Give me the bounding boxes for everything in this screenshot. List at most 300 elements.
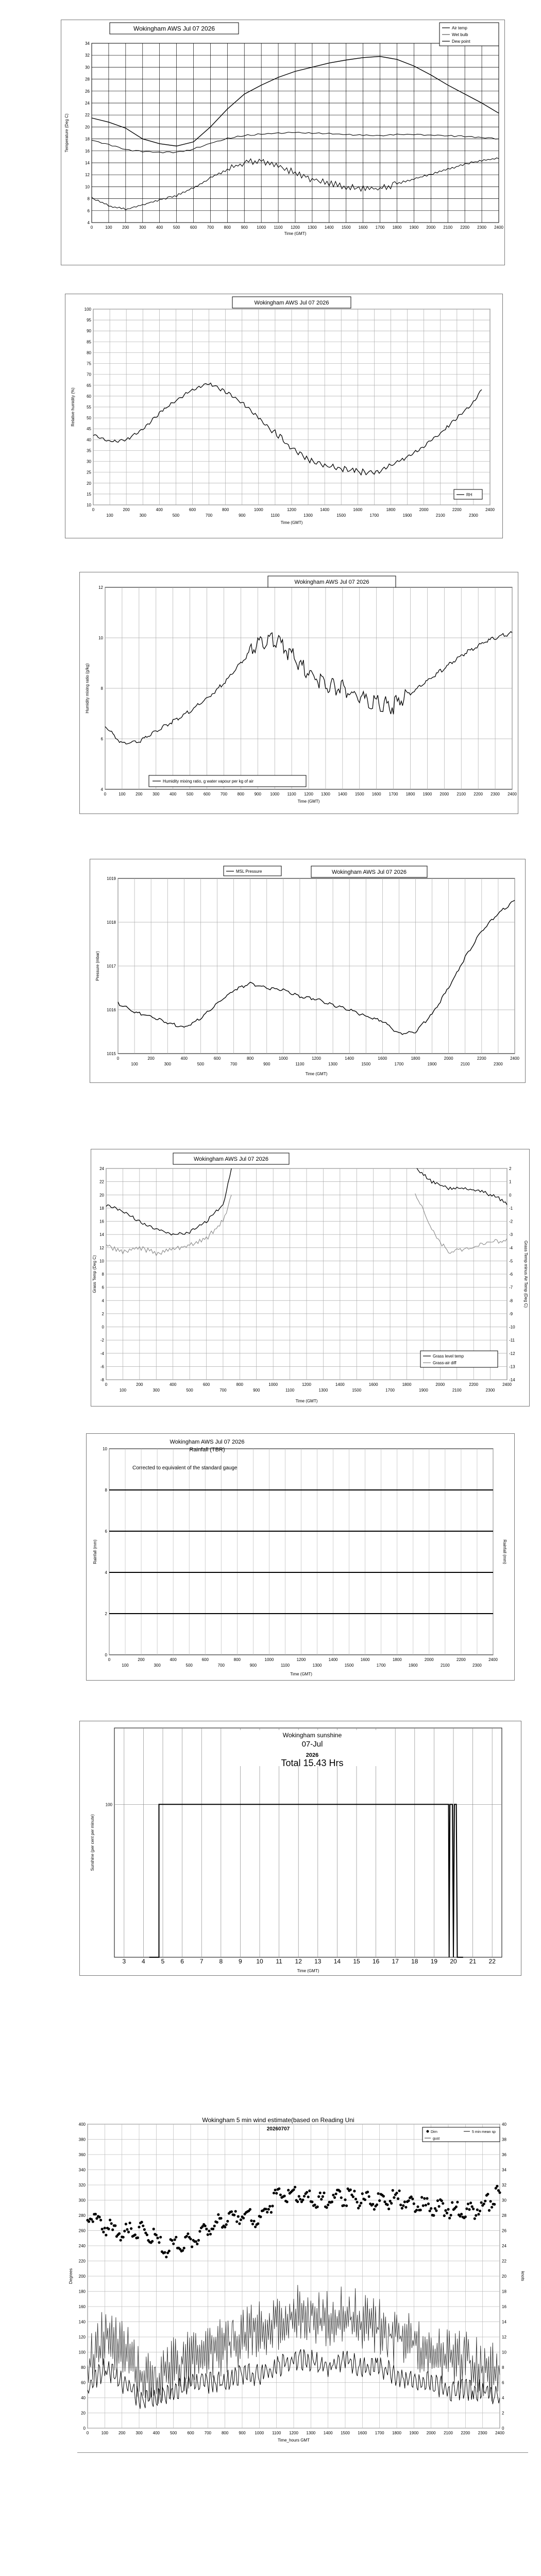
scatter-point-direction bbox=[411, 2198, 414, 2200]
x-tick-label: 12 bbox=[295, 1958, 302, 1965]
legend-label: RH bbox=[466, 493, 472, 497]
chart-annotation: Corrected to equivalent of the standard gauge bbox=[132, 1465, 238, 1471]
scatter-point-direction bbox=[322, 2195, 324, 2198]
scatter-point-direction bbox=[104, 2227, 106, 2229]
chart-humidity bbox=[65, 294, 503, 538]
scatter-point-direction bbox=[364, 2198, 366, 2201]
scatter-point-direction bbox=[191, 2245, 193, 2248]
x-tick-label: 21 bbox=[469, 1958, 477, 1965]
chart-title: Wokingham AWS Jul 07 2026 bbox=[170, 1439, 245, 1445]
x-tick-label: 900 bbox=[241, 225, 248, 230]
y-right-axis-label: Rainfall (mm) bbox=[502, 1539, 507, 1564]
x-tick-label: 500 bbox=[197, 1062, 205, 1066]
x-tick-label: 13 bbox=[314, 1958, 322, 1965]
x-tick-label: 1700 bbox=[385, 1388, 395, 1393]
y-tick-label: 8 bbox=[87, 196, 90, 201]
y-tick-label: 40 bbox=[87, 437, 91, 443]
scatter-point-direction bbox=[335, 2193, 337, 2195]
scatter-point-direction bbox=[319, 2192, 322, 2194]
scatter-point-direction bbox=[359, 2205, 361, 2207]
bottom-rule bbox=[77, 2452, 528, 2453]
scatter-point-direction bbox=[134, 2233, 137, 2236]
y-tick-label: 20 bbox=[87, 481, 91, 486]
scatter-point-direction bbox=[456, 2201, 459, 2204]
x-tick-label: 2200 bbox=[477, 1056, 486, 1061]
scatter-point-direction bbox=[266, 2211, 268, 2213]
scatter-point-direction bbox=[98, 2216, 101, 2218]
y-tick-label: 6 bbox=[105, 1529, 107, 1534]
x-tick-label: 1500 bbox=[361, 1062, 371, 1066]
scatter-point-direction bbox=[287, 2189, 290, 2192]
scatter-point-direction bbox=[123, 2230, 126, 2232]
y-tick-label: -8 bbox=[100, 1378, 104, 1382]
y-right-tick-label: -10 bbox=[509, 1325, 515, 1330]
scatter-point-direction bbox=[491, 2206, 493, 2209]
y-tick-label: 160 bbox=[78, 2304, 86, 2309]
x-tick-label: 100 bbox=[119, 792, 126, 796]
y-tick-label: 14 bbox=[99, 1232, 104, 1238]
scatter-point-direction bbox=[460, 2213, 463, 2215]
x-tick-label: 2200 bbox=[474, 792, 483, 796]
scatter-point-direction bbox=[207, 2233, 209, 2236]
scatter-point-direction bbox=[352, 2195, 354, 2198]
scatter-point-direction bbox=[477, 2213, 480, 2215]
scatter-point-direction bbox=[92, 2221, 94, 2223]
scatter-point-direction bbox=[436, 2199, 439, 2202]
scatter-point-direction bbox=[371, 2203, 374, 2206]
x-tick-label: 400 bbox=[169, 792, 177, 796]
chart-mixing-ratio bbox=[79, 572, 518, 814]
x-tick-label: 8 bbox=[219, 1958, 223, 1965]
legend-label: MSL Pressure bbox=[236, 869, 262, 874]
scatter-point-direction bbox=[332, 2194, 334, 2196]
x-tick-label: 900 bbox=[263, 1062, 270, 1066]
x-tick-label: 3 bbox=[122, 1958, 126, 1965]
x-tick-label: 22 bbox=[488, 1958, 496, 1965]
y-tick-label: 10 bbox=[87, 503, 91, 507]
y-axis-label: Sunshine (per cent per minute) bbox=[90, 1814, 95, 1871]
scatter-point-direction bbox=[376, 2204, 378, 2206]
scatter-point-direction bbox=[386, 2204, 389, 2206]
y-tick-label: 25 bbox=[87, 470, 91, 475]
scatter-point-direction bbox=[354, 2198, 357, 2200]
x-tick-label: 300 bbox=[153, 792, 160, 796]
x-tick-label: 2000 bbox=[426, 2431, 436, 2435]
x-tick-label: 300 bbox=[136, 2431, 143, 2435]
x-tick-label: 0 bbox=[105, 1382, 108, 1387]
x-tick-label: 1000 bbox=[253, 507, 263, 512]
scatter-point-direction bbox=[157, 2236, 159, 2239]
scatter-point-direction bbox=[475, 2214, 477, 2217]
x-tick-label: 2000 bbox=[435, 1382, 445, 1387]
y-right-tick-label: -4 bbox=[509, 1245, 513, 1250]
scatter-point-direction bbox=[237, 2215, 240, 2218]
scatter-point-direction bbox=[447, 2208, 449, 2211]
y-tick-label: 40 bbox=[81, 2396, 86, 2400]
scatter-point-direction bbox=[345, 2205, 348, 2207]
y-right-tick-label: -6 bbox=[509, 1272, 513, 1277]
x-tick-label: 1000 bbox=[268, 1382, 278, 1387]
y-axis-label: Pressure (mbar) bbox=[95, 951, 100, 981]
x-tick-label: 1100 bbox=[295, 1062, 305, 1066]
y-tick-label: 1018 bbox=[107, 920, 116, 925]
x-tick-label: 2100 bbox=[457, 792, 466, 796]
x-axis-label: Time (GMT) bbox=[305, 1072, 328, 1076]
scatter-point-direction bbox=[402, 2205, 404, 2207]
scatter-point-direction bbox=[339, 2190, 341, 2193]
scatter-point-direction bbox=[204, 2225, 207, 2227]
scatter-point-direction bbox=[168, 2250, 171, 2252]
x-axis-label: Time (GMT) bbox=[297, 799, 320, 804]
y-tick-label: 18 bbox=[85, 137, 90, 142]
x-tick-label: 200 bbox=[138, 1657, 145, 1662]
y-tick-label: 85 bbox=[87, 340, 91, 345]
scatter-point-direction bbox=[390, 2202, 393, 2205]
scatter-point-direction bbox=[268, 2205, 271, 2208]
y-tick-label: 14 bbox=[85, 161, 90, 165]
y-right-tick-label: -2 bbox=[509, 1219, 513, 1224]
x-tick-label: 1000 bbox=[278, 1056, 288, 1061]
y-tick-label: 260 bbox=[78, 2228, 86, 2233]
x-tick-label: 1800 bbox=[386, 507, 396, 512]
scatter-point-direction bbox=[486, 2193, 489, 2195]
y-tick-label: 100 bbox=[78, 2350, 86, 2355]
y-right-tick-label: -7 bbox=[509, 1285, 513, 1290]
x-tick-label: 2100 bbox=[452, 1388, 462, 1393]
scatter-point-direction bbox=[432, 2214, 435, 2217]
y-tick-label: 120 bbox=[78, 2335, 86, 2340]
y-right-tick-label: 14 bbox=[502, 2319, 506, 2325]
x-tick-label: 100 bbox=[106, 513, 113, 518]
x-tick-label: 1200 bbox=[302, 1382, 311, 1387]
x-tick-label: 1200 bbox=[296, 1657, 306, 1662]
scatter-point-direction bbox=[423, 2197, 426, 2200]
y-tick-label: 10 bbox=[98, 636, 103, 640]
scatter-point-direction bbox=[189, 2238, 192, 2240]
y-tick-label: 34 bbox=[85, 41, 90, 46]
x-tick-label: 1200 bbox=[289, 2431, 298, 2435]
scatter-point-direction bbox=[181, 2249, 184, 2252]
y-right-axis-label: knots bbox=[520, 2271, 525, 2281]
x-tick-label: 1600 bbox=[378, 1056, 387, 1061]
y-tick-label: 30 bbox=[85, 65, 90, 70]
scatter-point-direction bbox=[333, 2196, 336, 2199]
scatter-point-direction bbox=[275, 2192, 278, 2195]
scatter-point-direction bbox=[219, 2217, 222, 2219]
y-tick-label: 20 bbox=[85, 125, 90, 130]
scatter-point-direction bbox=[126, 2228, 128, 2231]
y-tick-label: 20 bbox=[99, 1193, 104, 1198]
x-tick-label: 600 bbox=[213, 1056, 221, 1061]
scatter-point-direction bbox=[496, 2185, 498, 2188]
y-tick-label: 100 bbox=[84, 307, 91, 312]
scatter-point-direction bbox=[217, 2213, 219, 2216]
x-tick-label: 1300 bbox=[318, 1388, 328, 1393]
y-axis-label: Rainfall (mm) bbox=[93, 1539, 97, 1564]
chart-title: Wokingham AWS Jul 07 2026 bbox=[194, 1156, 268, 1162]
scatter-point-direction bbox=[299, 2198, 301, 2200]
scatter-point-direction bbox=[353, 2190, 356, 2192]
x-tick-label: 9 bbox=[239, 1958, 242, 1965]
x-tick-label: 1900 bbox=[409, 2431, 419, 2435]
x-tick-label: 800 bbox=[246, 1056, 254, 1061]
y-tick-label: 10 bbox=[99, 1259, 104, 1264]
scatter-point-direction bbox=[488, 2209, 491, 2212]
x-tick-label: 700 bbox=[220, 792, 228, 796]
y-right-tick-label: -1 bbox=[509, 1206, 513, 1211]
scatter-point-direction bbox=[301, 2198, 304, 2201]
y-right-tick-label: 16 bbox=[502, 2304, 506, 2309]
y-tick-label: 8 bbox=[102, 1272, 104, 1277]
y-right-axis-label: Grass Temp minus Air Temp (Deg C) bbox=[523, 1241, 528, 1308]
x-tick-label: 1400 bbox=[328, 1657, 338, 1662]
scatter-point-direction bbox=[469, 2201, 472, 2204]
scatter-point-direction bbox=[225, 2223, 228, 2226]
scatter-point-direction bbox=[404, 2206, 407, 2209]
scatter-point-direction bbox=[368, 2195, 370, 2198]
scatter-point-direction bbox=[327, 2204, 329, 2206]
chart-title: Wokingham sunshine bbox=[282, 1732, 342, 1739]
y-right-tick-label: 2 bbox=[509, 1166, 512, 1171]
y-right-tick-label: 10 bbox=[502, 2350, 506, 2355]
scatter-point-direction bbox=[395, 2192, 398, 2194]
x-axis-label: Time_hours GMT bbox=[278, 2438, 310, 2443]
scatter-point-direction bbox=[187, 2232, 189, 2235]
scatter-point-direction bbox=[387, 2208, 390, 2210]
scatter-point-direction bbox=[493, 2203, 496, 2206]
scatter-point-direction bbox=[197, 2239, 200, 2242]
chart-title: Wokingham AWS Jul 07 2026 bbox=[294, 579, 369, 585]
chart-title: Wokingham AWS Jul 07 2026 bbox=[254, 299, 329, 306]
scatter-point-direction bbox=[441, 2199, 443, 2202]
x-axis-label: Time (GMT) bbox=[295, 1399, 318, 1403]
y-tick-label: 2 bbox=[105, 1612, 107, 1616]
y-tick-label: 10 bbox=[103, 1447, 107, 1451]
scatter-point-direction bbox=[254, 2226, 257, 2228]
x-tick-label: 600 bbox=[189, 507, 196, 512]
scatter-point-direction bbox=[476, 2209, 479, 2211]
scatter-point-direction bbox=[416, 2206, 419, 2208]
scatter-point-direction bbox=[340, 2196, 343, 2199]
x-tick-label: 500 bbox=[185, 1663, 193, 1668]
y-tick-label: 75 bbox=[87, 361, 91, 366]
scatter-point-direction bbox=[326, 2206, 328, 2209]
x-tick-label: 800 bbox=[222, 507, 229, 512]
y-tick-label: 22 bbox=[85, 113, 90, 118]
x-tick-label: 400 bbox=[156, 507, 163, 512]
scatter-point-direction bbox=[498, 2191, 501, 2194]
x-axis-label: Time (GMT) bbox=[284, 231, 307, 236]
x-tick-label: 700 bbox=[205, 513, 213, 518]
y-tick-label: 55 bbox=[87, 405, 91, 410]
scatter-point-direction bbox=[138, 2226, 140, 2228]
x-tick-label: 2200 bbox=[461, 2431, 470, 2435]
scatter-point-direction bbox=[107, 2228, 110, 2230]
x-tick-label: 1200 bbox=[291, 225, 300, 230]
scatter-point-direction bbox=[213, 2225, 216, 2227]
scatter-point-direction bbox=[175, 2236, 177, 2239]
scatter-point-direction bbox=[233, 2214, 235, 2216]
y-tick-label: 360 bbox=[78, 2153, 86, 2157]
x-tick-label: 700 bbox=[204, 2431, 212, 2435]
scatter-point-direction bbox=[343, 2204, 345, 2207]
x-tick-label: 2400 bbox=[510, 1056, 519, 1061]
scatter-point-direction bbox=[267, 2208, 270, 2211]
y-right-tick-label: -12 bbox=[509, 1351, 515, 1356]
scatter-point-direction bbox=[137, 2236, 139, 2239]
x-tick-label: 18 bbox=[411, 1958, 418, 1965]
y-tick-label: 20 bbox=[81, 2411, 86, 2416]
y-tick-label: 28 bbox=[85, 77, 90, 82]
y-tick-label: 0 bbox=[105, 1653, 107, 1657]
scatter-point-direction bbox=[435, 2209, 437, 2212]
y-tick-label: 80 bbox=[81, 2365, 86, 2370]
chart-wind bbox=[67, 2110, 529, 2445]
legend-box bbox=[420, 1351, 498, 1367]
scatter-point-direction bbox=[205, 2228, 208, 2230]
y-tick-label: 180 bbox=[78, 2289, 86, 2294]
scatter-point-direction bbox=[430, 2207, 432, 2210]
scatter-point-direction bbox=[344, 2198, 346, 2201]
x-tick-label: 500 bbox=[186, 792, 194, 796]
y-tick-label: 32 bbox=[85, 53, 90, 58]
scatter-point-direction bbox=[127, 2231, 130, 2233]
chart-rainfall bbox=[86, 1433, 515, 1681]
x-tick-label: 1900 bbox=[422, 792, 432, 796]
scatter-point-direction bbox=[397, 2197, 399, 2200]
scatter-point-direction bbox=[249, 2208, 251, 2211]
legend-label: Humidity mixing ratio, g water vapour per kg of air bbox=[163, 779, 254, 784]
scatter-point-direction bbox=[472, 2208, 475, 2210]
y-tick-label: 22 bbox=[99, 1179, 104, 1184]
x-tick-label: 1700 bbox=[375, 225, 385, 230]
legend-label: Air temp bbox=[452, 26, 467, 30]
y-axis-label: Humidity mixing ratio (g/kg) bbox=[85, 663, 90, 714]
scatter-point-direction bbox=[125, 2223, 127, 2225]
scatter-point-direction bbox=[413, 2202, 415, 2205]
x-tick-label: 1700 bbox=[394, 1062, 404, 1066]
x-tick-label: 1200 bbox=[287, 507, 296, 512]
x-tick-label: 1100 bbox=[287, 792, 296, 796]
scatter-point-direction bbox=[465, 2208, 468, 2210]
x-tick-label: 1300 bbox=[306, 2431, 316, 2435]
x-tick-label: 300 bbox=[164, 1062, 171, 1066]
chart-title: Wokingham AWS Jul 07 2026 bbox=[332, 869, 407, 875]
y-tick-label: -4 bbox=[100, 1351, 104, 1356]
scatter-point-direction bbox=[366, 2191, 369, 2193]
x-tick-label: 6 bbox=[180, 1958, 184, 1965]
y-tick-label: 24 bbox=[99, 1166, 104, 1171]
legend-label: gust bbox=[433, 2137, 440, 2141]
x-tick-label: 2300 bbox=[472, 1663, 482, 1668]
y-right-tick-label: 8 bbox=[502, 2365, 504, 2370]
x-tick-label: 400 bbox=[153, 2431, 160, 2435]
y-tick-label: 200 bbox=[78, 2274, 86, 2279]
x-tick-label: 1100 bbox=[272, 2431, 281, 2435]
scatter-point-direction bbox=[392, 2189, 394, 2192]
x-tick-label: 2300 bbox=[494, 1062, 503, 1066]
scatter-point-direction bbox=[114, 2224, 116, 2227]
y-tick-label: 4 bbox=[87, 221, 90, 225]
x-tick-label: 1800 bbox=[405, 792, 415, 796]
scatter-point-direction bbox=[349, 2189, 352, 2191]
scatter-point-direction bbox=[415, 2209, 418, 2211]
scatter-point-direction bbox=[238, 2223, 241, 2225]
x-tick-label: 100 bbox=[131, 1062, 138, 1066]
y-axis-label: Relative humidity (%) bbox=[71, 387, 75, 427]
scatter-point-direction bbox=[111, 2228, 114, 2231]
scatter-point-direction bbox=[153, 2228, 155, 2230]
y-tick-label: 4 bbox=[105, 1570, 107, 1575]
x-tick-label: 1100 bbox=[270, 513, 280, 518]
scatter-point-direction bbox=[399, 2204, 402, 2206]
x-tick-label: 400 bbox=[180, 1056, 188, 1061]
chart-subtitle: 20260707 bbox=[266, 2126, 290, 2132]
legend-label: Dew point bbox=[452, 39, 470, 44]
x-tick-label: 11 bbox=[276, 1958, 282, 1965]
scatter-point-direction bbox=[90, 2218, 93, 2221]
scatter-point-direction bbox=[251, 2223, 254, 2225]
x-tick-label: 1300 bbox=[328, 1062, 337, 1066]
x-tick-label: 2100 bbox=[444, 2431, 453, 2435]
scatter-point-direction bbox=[479, 2210, 481, 2212]
y-tick-label: 24 bbox=[85, 101, 90, 106]
x-tick-label: 200 bbox=[122, 225, 129, 230]
y-right-tick-label: 28 bbox=[502, 2213, 506, 2218]
x-tick-label: 1400 bbox=[345, 1056, 354, 1061]
scatter-point-direction bbox=[356, 2201, 359, 2204]
x-tick-label: 200 bbox=[123, 507, 130, 512]
y-right-tick-label: 18 bbox=[502, 2289, 506, 2294]
scatter-point-direction bbox=[105, 2234, 107, 2236]
scatter-point-direction bbox=[419, 2209, 422, 2211]
scatter-point-direction bbox=[143, 2228, 146, 2231]
x-tick-label: 1600 bbox=[353, 507, 363, 512]
legend-label: Grass level temp bbox=[433, 1354, 464, 1359]
scatter-point-direction bbox=[216, 2221, 218, 2224]
x-tick-label: 1300 bbox=[312, 1663, 322, 1668]
scatter-point-direction bbox=[443, 2214, 446, 2217]
scatter-point-direction bbox=[109, 2218, 111, 2221]
x-tick-label: 600 bbox=[202, 1382, 210, 1387]
scatter-point-direction bbox=[99, 2219, 102, 2222]
x-tick-label: 1400 bbox=[320, 507, 330, 512]
scatter-point-direction bbox=[403, 2200, 406, 2203]
x-tick-label: 1500 bbox=[352, 1388, 362, 1393]
scatter-point-direction bbox=[185, 2235, 188, 2238]
x-tick-label: 800 bbox=[236, 1382, 244, 1387]
scatter-point-direction bbox=[422, 2205, 425, 2207]
x-tick-label: 800 bbox=[221, 2431, 229, 2435]
x-tick-label: 2400 bbox=[508, 792, 517, 796]
x-tick-label: 2400 bbox=[494, 225, 503, 230]
scatter-point-direction bbox=[489, 2200, 492, 2202]
y-tick-label: 400 bbox=[78, 2122, 86, 2127]
y-tick-label: 10 bbox=[85, 184, 90, 190]
scatter-point-direction bbox=[393, 2196, 395, 2199]
x-tick-label: 10 bbox=[256, 1958, 263, 1965]
scatter-point-direction bbox=[420, 2196, 423, 2198]
scatter-point-direction bbox=[270, 2211, 273, 2214]
y-tick-label: 0 bbox=[102, 1325, 104, 1330]
scatter-point-direction bbox=[226, 2220, 229, 2223]
x-tick-label: 200 bbox=[136, 792, 143, 796]
x-tick-label: 200 bbox=[147, 1056, 155, 1061]
scatter-point-direction bbox=[208, 2230, 210, 2232]
chart-grass-temp bbox=[91, 1149, 530, 1406]
x-tick-label: 1200 bbox=[304, 792, 313, 796]
legend-label: Dirn bbox=[431, 2130, 437, 2134]
